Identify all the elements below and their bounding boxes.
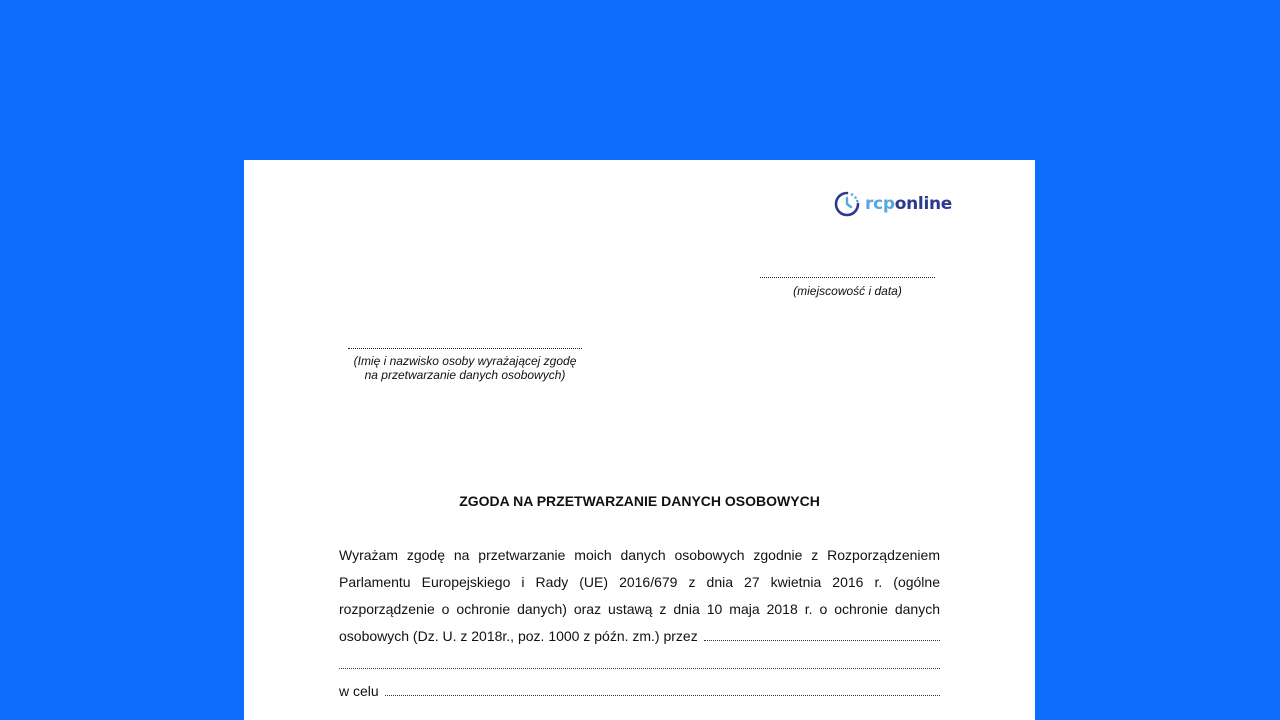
controller-dotted-line-2 (339, 650, 940, 669)
body-line-2: Parlamentu Europejskiego i Rady (UE) 2016/679 z dnia 27 kwietnia 2016 r. (ogólne (339, 574, 940, 590)
controller-dotted-line (704, 626, 940, 641)
logo-wordmark (865, 194, 952, 214)
body-line-3: rozporządzenie o ochronie danych) oraz ustawą z dnia 10 maja 2018 r. o ochronie danych (339, 601, 940, 617)
document-title: ZGODA NA PRZETWARZANIE DANYCH OSOBOWYCH (459, 493, 820, 509)
name-caption-line2: na przetwarzanie danych osobowych) (364, 368, 566, 382)
body-line-4-text: osobowych (Dz. U. z 2018r., poz. 1000 z późn. zm.) przez (339, 628, 698, 644)
name-field (348, 348, 582, 382)
place-date-field (760, 277, 935, 298)
logo-rcp-text: rcp (865, 194, 895, 214)
purpose-label: w celu (339, 683, 379, 699)
place-date-dotted-line (760, 277, 935, 278)
rcponline-logo (833, 190, 952, 218)
place-date-caption: (miejscowość i data) (793, 284, 902, 298)
clock-logo-icon (833, 190, 861, 218)
purpose-dotted-line-2 (339, 705, 940, 720)
consent-body (339, 542, 940, 720)
logo-online-text: online (894, 194, 953, 214)
name-caption-line1: (Imię i nazwisko osoby wyrażającej zgodę (353, 354, 577, 368)
document-page (244, 160, 1035, 720)
purpose-row (339, 678, 940, 705)
purpose-dotted-line (385, 681, 940, 696)
name-dotted-line (348, 348, 582, 349)
body-line-4 (339, 623, 940, 650)
body-line-1: Wyrażam zgodę na przetwarzanie moich danych osobowych zgodnie z Rozporządzeniem (339, 547, 940, 563)
